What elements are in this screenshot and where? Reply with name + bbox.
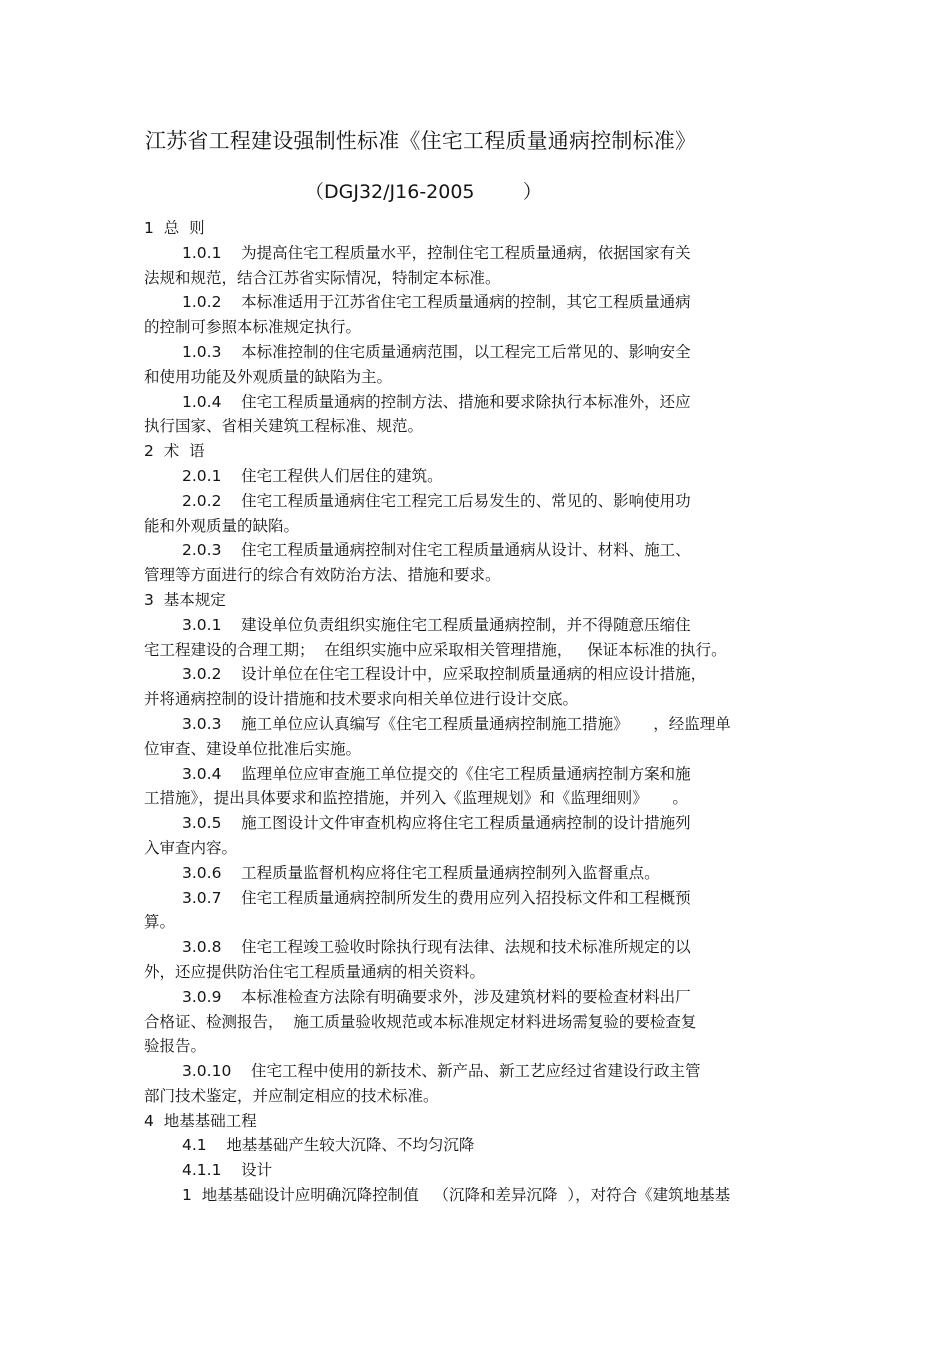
text-line: 3.0.10 住宅工程中使用的新技术、新产品、新工艺应经过省建设行政主管 — [182, 1062, 701, 1081]
text-line: 入审查内容。 — [144, 838, 238, 857]
text-line: 3.0.2 设计单位在住宅工程设计中，应采取控制质量通病的相应设计措施， — [182, 665, 707, 684]
text-line: 3.0.7 住宅工程质量通病控制所发生的费用应列入招投标文件和工程概预 — [182, 888, 691, 907]
text-line: 的控制可参照本标准规定执行。 — [144, 318, 362, 337]
text-line: 和使用功能及外观质量的缺陷为主。 — [144, 367, 393, 386]
text-line: 工措施》，提出具体要求和监控措施，并列入《监理规划》和《监理细则》 。 — [144, 789, 688, 808]
text-line: 并将通病控制的设计措施和技术要求向相关单位进行设计交底。 — [144, 690, 579, 709]
text-line: 1 地基基础设计应明确沉降控制值 （沉降和差异沉降 ），对符合《建筑地基基 — [182, 1186, 731, 1205]
text-line: 3.0.9 本标准检查方法除有明确要求外，涉及建筑材料的要检查材料出厂 — [182, 987, 691, 1006]
text-line: 3.0.5 施工图设计文件审查机构应将住宅工程质量通病控制的设计措施列 — [182, 814, 691, 833]
text-line: 1.0.3 本标准控制的住宅质量通病范围，以工程完工后常见的、影响安全 — [182, 342, 691, 361]
text-line: 合格证、检测报告， 施工质量验收规范或本标准规定材料进场需复验的要检查复 — [144, 1012, 697, 1031]
text-line: 1.0.4 住宅工程质量通病的控制方法、措施和要求除执行本标准外，还应 — [182, 392, 691, 411]
text-line: 外，还应提供防治住宅工程质量通病的相关资料。 — [144, 962, 486, 981]
section-heading: 4 地基基础工程 — [144, 1111, 257, 1130]
document-code: （DGJ32/J16-2005 ） — [305, 181, 542, 203]
section-heading: 1 总 则 — [144, 219, 205, 237]
text-line: 执行国家、省相关建筑工程标准、规范。 — [144, 417, 424, 436]
text-line: 管理等方面进行的综合有效防治方法、措施和要求。 — [144, 566, 501, 585]
text-line: 1.0.1 为提高住宅工程质量水平，控制住宅工程质量通病，依据国家有关 — [182, 243, 691, 262]
text-line: 3.0.4 监理单位应审查施工单位提交的《住宅工程质量通病控制方案和施 — [182, 764, 691, 783]
text-line: 位审查、建设单位批准后实施。 — [144, 739, 362, 758]
text-line: 2.0.1 住宅工程供人们居住的建筑。 — [182, 466, 443, 485]
text-line: 2.0.3 住宅工程质量通病控制对住宅工程质量通病从设计、材料、施工、 — [182, 541, 691, 560]
document-body — [144, 216, 814, 1208]
text-line: 算。 — [144, 913, 176, 932]
text-line: 1.0.2 本标准适用于江苏省住宅工程质量通病的控制，其它工程质量通病 — [182, 293, 691, 312]
text-line: 3.0.6 工程质量监督机构应将住宅工程质量通病控制列入监督重点。 — [182, 863, 660, 882]
text-line: 法规和规范，结合江苏省实际情况，特制定本标准。 — [144, 268, 501, 287]
text-line: 能和外观质量的缺陷。 — [144, 516, 300, 535]
text-line: 部门技术鉴定，并应制定相应的技术标准。 — [144, 1086, 439, 1105]
text-line: 3.0.8 住宅工程竣工验收时除执行现有法律、法规和技术标准所规定的以 — [182, 938, 691, 957]
document-title: 江苏省工程建设强制性标准《住宅工程质量通病控制标准》 — [145, 129, 697, 153]
text-line: 4.1.1 设计 — [182, 1161, 273, 1180]
text-line: 2.0.2 住宅工程质量通病住宅工程完工后易发生的、常见的、影响使用功 — [182, 491, 691, 510]
text-line: 验报告。 — [144, 1037, 207, 1056]
text-line: 4.1 地基基础产生较大沉降、不均匀沉降 — [182, 1136, 475, 1155]
text-line: 3.0.1 建设单位负责组织实施住宅工程质量通病控制，并不得随意压缩住 — [182, 615, 691, 634]
text-line: 3.0.3 施工单位应认真编写《住宅工程质量通病控制施工措施》 ，经监理单 — [182, 714, 731, 733]
text-line: 宅工程建设的合理工期； 在组织实施中应采取相关管理措施， 保证本标准的执行。 — [144, 640, 727, 659]
section-heading: 2 术 语 — [144, 442, 205, 461]
section-heading: 3 基本规定 — [144, 590, 226, 609]
